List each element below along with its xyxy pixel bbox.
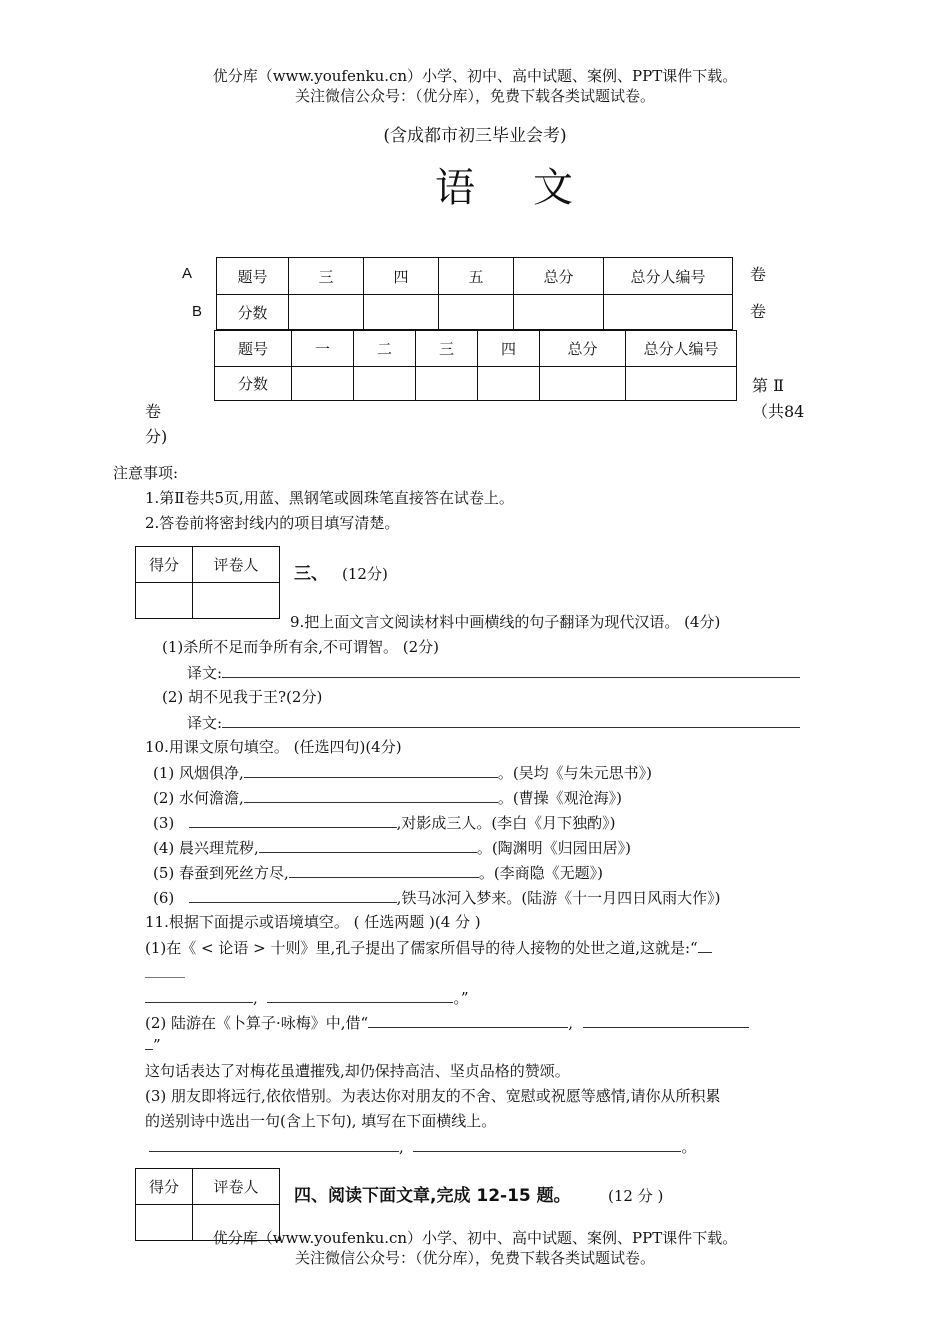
table-b-header: 题号 — [215, 331, 292, 367]
translation-blank[interactable] — [222, 713, 800, 728]
score-box-cell[interactable] — [193, 583, 280, 619]
q10-item: (4) 晨兴理荒秽, 。(陶渊明《归园田居》) — [153, 839, 632, 857]
q11-1-wrap-blank — [145, 963, 185, 982]
table-b-cell[interactable] — [416, 367, 478, 401]
table-a-header: 总分 — [514, 258, 604, 295]
fill-blank[interactable] — [145, 963, 185, 978]
section-4-title: 四、阅读下面文章,完成 12-15 题。 — [294, 1186, 571, 1206]
fill-blank[interactable] — [145, 1035, 153, 1050]
table-b-header: 一 — [292, 331, 354, 367]
footer-line-1: 优分库（www.youfenku.cn）小学、初中、高中试题、案例、PPT课件下载。 — [212, 1229, 738, 1247]
q11-2-desc: 这句话表达了对梅花虽遭摧残,却仍保持高洁、坚贞品格的赞颂。 — [145, 1062, 570, 1080]
fill-blank[interactable] — [583, 1013, 749, 1028]
label-fen: 分) — [145, 427, 168, 446]
label-juan-1: 卷 — [750, 265, 767, 284]
translation-blank[interactable] — [222, 663, 800, 678]
fill-blank[interactable] — [189, 813, 397, 828]
q10-item: (2) 水何澹澹, 。(曹操《观沧海》) — [153, 789, 623, 807]
table-b-header: 二 — [354, 331, 416, 367]
label-b: B — [192, 303, 203, 320]
page-title: 语文 — [435, 165, 631, 211]
fill-blank[interactable] — [267, 988, 453, 1003]
fill-blank[interactable] — [189, 888, 397, 903]
table-b-header: 三 — [416, 331, 478, 367]
table-b-cell[interactable] — [354, 367, 416, 401]
table-a-header: 五 — [439, 258, 514, 295]
label-a: A — [182, 265, 193, 282]
fill-blank[interactable] — [244, 763, 498, 778]
table-b-header: 总分人编号 — [626, 331, 737, 367]
score-table-a — [216, 257, 733, 330]
translation-line-2 — [187, 713, 800, 732]
score-box-label: 得分 — [136, 547, 193, 583]
notes-item: 2.答卷前将密封线内的项目填写清楚。 — [145, 514, 400, 532]
question-9-1: (1)杀所不足而争所有余,不可谓智。 (2分) — [162, 638, 440, 656]
fill-blank[interactable] — [149, 1137, 399, 1152]
q10-item: (1) 风烟俱净, 。(吴均《与朱元思书》) — [153, 764, 653, 782]
table-a-cell[interactable] — [514, 295, 604, 330]
table-a-header: 三 — [289, 258, 364, 295]
translate-label: 译文: — [187, 664, 223, 682]
fill-blank[interactable] — [259, 838, 477, 853]
translate-label: 译文: — [187, 714, 223, 732]
table-b-cell[interactable] — [478, 367, 540, 401]
table-b-cell[interactable] — [626, 367, 737, 401]
fill-blank[interactable] — [244, 788, 498, 803]
score-box-section-3 — [135, 546, 280, 619]
question-10: 10.用课文原句填空。 (任选四句)(4分) — [145, 738, 402, 756]
question-11-1: (1)在《 < 论语 > 十则》里,孔子提出了儒家所倡导的待人接物的处世之道,这就是:“ — [145, 938, 712, 957]
table-b-row-label: 分数 — [215, 367, 292, 401]
fill-blank[interactable] — [413, 1137, 681, 1152]
q10-item: (3) ,对影成三人。(李白《月下独酌》) — [153, 814, 616, 832]
subtitle: (含成都市初三毕业会考) — [383, 126, 567, 146]
fill-blank[interactable] — [368, 1013, 568, 1028]
label-juan-3: 卷 — [145, 402, 162, 421]
notes-title: 注意事项: — [113, 464, 179, 482]
table-b-cell[interactable] — [540, 367, 626, 401]
section-3-title: 三、 — [294, 564, 328, 584]
translation-line-1 — [187, 663, 800, 682]
section-4-points: (12 分 ) — [608, 1187, 664, 1205]
table-a-cell[interactable] — [289, 295, 364, 330]
question-11: 11.根据下面提示或语境填空。 ( 任选两题 )(4 分 ) — [145, 913, 481, 931]
score-box-cell[interactable] — [136, 583, 193, 619]
score-table-b — [214, 330, 737, 401]
table-b-header: 四 — [478, 331, 540, 367]
table-a-cell[interactable] — [439, 295, 514, 330]
table-b-header: 总分 — [540, 331, 626, 367]
footer-line-2: 关注微信公众号：（优分库），免费下载各类试题试卷。 — [294, 1249, 655, 1267]
score-box-label: 得分 — [136, 1169, 193, 1205]
table-a-header: 总分人编号 — [604, 258, 733, 295]
table-a-header: 题号 — [217, 258, 289, 295]
score-box-label: 评卷人 — [193, 1169, 280, 1205]
score-box-label: 评卷人 — [193, 547, 280, 583]
table-a-header: 四 — [364, 258, 439, 295]
table-a-row-label: 分数 — [217, 295, 289, 330]
question-11-3a: (3) 朋友即将远行,依依惜别。为表达你对朋友的不舍、宽慰或祝愿等感情,请你从所积累 — [145, 1087, 721, 1105]
section-3-points: (12分) — [342, 565, 388, 583]
label-gong: （共84 — [752, 402, 805, 421]
question-9-2: (2) 胡不见我于王?(2分) — [162, 688, 323, 706]
q11-1-answer: , 。” — [145, 988, 469, 1007]
q11-2-end: ” — [145, 1035, 161, 1054]
table-a-cell[interactable] — [364, 295, 439, 330]
question-9: 9.把上面文言文阅读材料中画横线的句子翻译为现代汉语。 (4分) — [290, 613, 721, 631]
table-a-cell[interactable] — [604, 295, 733, 330]
notes-item: 1.第Ⅱ卷共5页,用蓝、黑钢笔或圆珠笔直接答在试卷上。 — [145, 489, 514, 507]
q10-item: (6) ,铁马冰河入梦来。(陆游《十一月四日风雨大作》) — [153, 889, 721, 907]
header-line-1: 优分库（www.youfenku.cn）小学、初中、高中试题、案例、PPT课件下载。 — [212, 67, 738, 85]
fill-blank[interactable] — [289, 863, 479, 878]
fill-blank[interactable] — [698, 938, 712, 953]
label-di-2: 第 Ⅱ — [752, 376, 784, 395]
q11-3-answer: , 。 — [149, 1137, 696, 1156]
table-b-cell[interactable] — [292, 367, 354, 401]
q10-item: (5) 春蚕到死丝方尽, 。(李商隐《无题》) — [153, 864, 604, 882]
question-11-2: (2) 陆游在《卜算子·咏梅》中,借“ , — [145, 1013, 749, 1032]
label-juan-2: 卷 — [750, 302, 767, 321]
fill-blank[interactable] — [145, 988, 253, 1003]
question-11-3b: 的送别诗中选出一句(含上下句), 填写在下面横线上。 — [145, 1112, 497, 1130]
header-line-2: 关注微信公众号：（优分库），免费下载各类试题试卷。 — [294, 87, 655, 105]
